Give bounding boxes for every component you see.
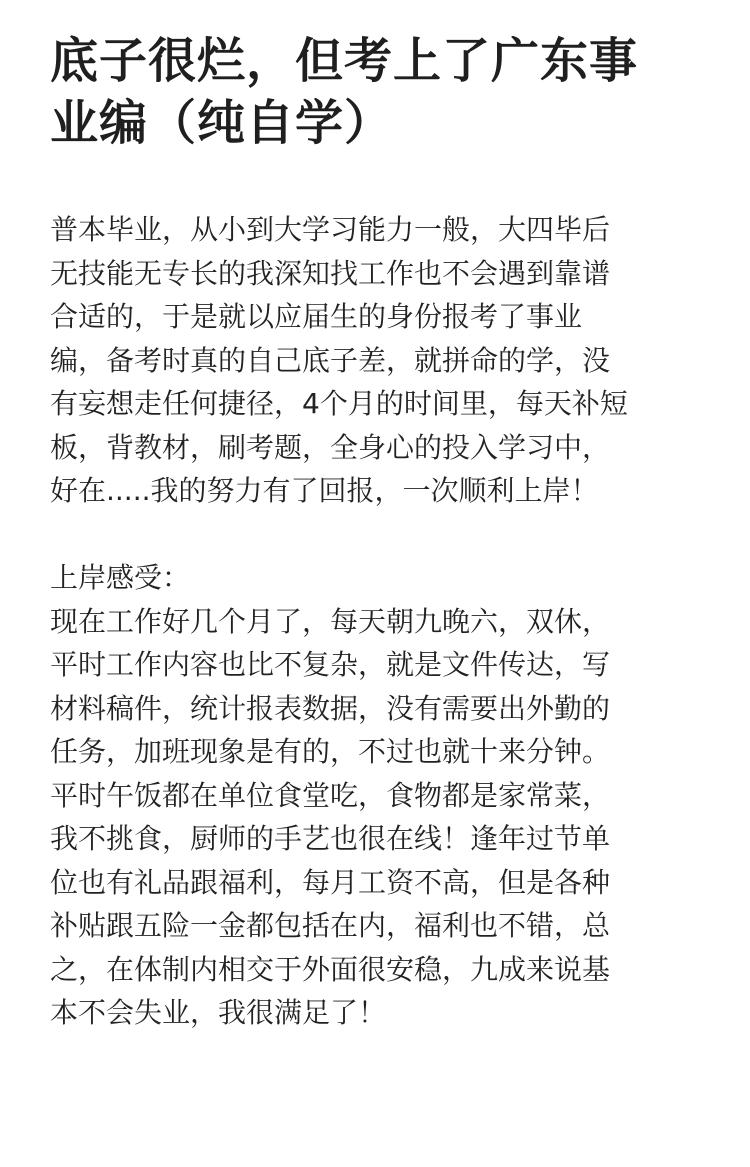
paragraph-line: 位也有礼品跟福利，每月工资不高，但是各种 — [50, 865, 611, 899]
paragraph-line: 平时工作内容也比不复杂，就是文件传达，写 — [50, 648, 611, 681]
intro-paragraph — [50, 208, 700, 513]
section-heading: 上岸感受： — [50, 561, 191, 594]
experience-paragraph — [50, 600, 700, 1035]
paragraph-line: 平时午饭都在单位食堂吃，食物都是家常菜， — [50, 778, 611, 812]
paragraph-line: 好在.....我的努力有了回报，一次顺利上岸！ — [50, 474, 599, 507]
paragraph-line: 合适的，于是就以应届生的身份报考了事业 — [50, 300, 583, 333]
paragraph-line: 补贴跟五险一金都包括在内，福利也不错，总 — [50, 909, 611, 942]
article-body — [50, 208, 700, 1035]
article-title — [50, 30, 700, 154]
paragraph-line: 无技能无专长的我深知找工作也不会遇到靠谱 — [50, 256, 611, 290]
paragraph-line: 任务，加班现象是有的，不过也就十来分钟。 — [50, 735, 611, 768]
title-line: 底子很烂，但考上了广东事 — [50, 33, 639, 89]
paragraph-line: 编，备考时真的自己底子差，就拼命的学，没 — [50, 343, 611, 377]
paragraph-line: 普本毕业，从小到大学习能力一般，大四毕后 — [50, 213, 611, 246]
paragraph-line: 之，在体制内相交于外面很安稳，九成来说基 — [50, 952, 611, 986]
paragraph-line: 有妄想走任何捷径，4个月的时间里，每天补短 — [50, 387, 628, 420]
paragraph-spacer — [50, 513, 700, 557]
title-line: 业编（纯自学） — [50, 95, 394, 151]
paragraph-line: 板，背教材，刷考题，全身心的投入学习中， — [50, 430, 611, 464]
paragraph-line: 本不会失业，我很满足了！ — [50, 996, 387, 1029]
paragraph-line: 材料稿件，统计报表数据，没有需要出外勤的 — [50, 691, 611, 725]
paragraph-line: 现在工作好几个月了，每天朝九晚六，双休， — [50, 604, 611, 638]
paragraph-line: 我不挑食，厨师的手艺也很在线！逢年过节单 — [50, 822, 611, 855]
